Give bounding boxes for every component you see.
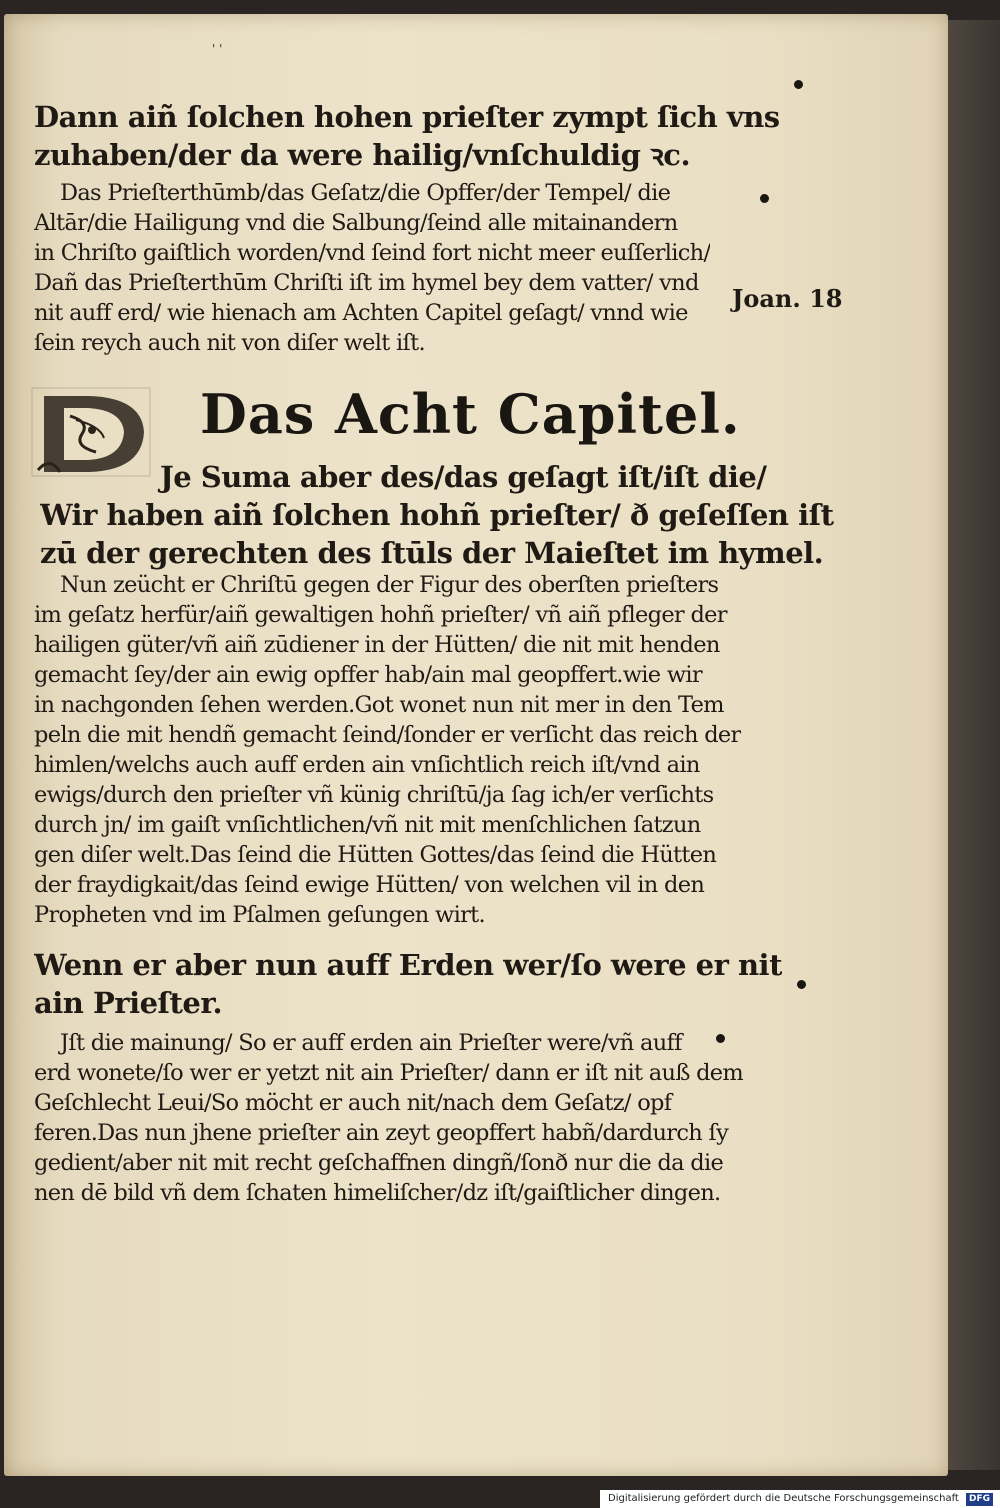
text-line: der fraydigkait/das ſeind ewige Hütten/ von welchen vil in den	[34, 872, 705, 898]
text-line: erd wonete/ſo wer er yetzt nit ain Prieſter/ dann er iſt nit auß dem	[34, 1060, 744, 1086]
heading-block-5	[34, 946, 782, 1022]
text-line: Je Suma aber des/das geſagt iſt/iſt die/	[160, 460, 767, 494]
text-line: himlen/welchs auch auff erden ain vnſichtlich reich iſt/vnd ain	[34, 752, 700, 778]
ink-dot	[716, 1034, 725, 1043]
body-block-4	[34, 570, 741, 930]
ink-dot	[797, 980, 806, 989]
text-line: durch jn/ im gaiſt vnſichtlichen/vñ nit mit menſchlichen ſatzun	[34, 812, 701, 838]
page-edge	[946, 20, 1000, 1470]
text-line: hailigen güter/vñ aiñ zūdiener in der Hütten/ die nit mit henden	[34, 632, 720, 658]
text-line: peln die mit hendñ gemacht ſeind/ſonder er verſicht das reich der	[34, 722, 741, 748]
text-line: Geſchlecht Leui/So möcht er auch nit/nach dem Geſatz/ opf	[34, 1090, 672, 1116]
ink-dot	[760, 194, 769, 203]
text-line: gemacht ſey/der ain ewig opffer hab/ain mal geopffert.wie wir	[34, 662, 702, 688]
text-line: gen diſer welt.Das ſeind die Hütten Gottes/das ſeind die Hütten	[34, 842, 717, 868]
heading-block-1	[34, 98, 780, 174]
text-line: nen dē bild vñ dem ſchaten himeliſcher/dz iſt/gaiſtlicher dingen.	[34, 1180, 721, 1206]
text-line: gedient/aber nit mit recht geſchaffnen dingñ/ſonð nur die da die	[34, 1150, 724, 1176]
digitization-footer	[600, 1490, 1000, 1508]
text-line: Altār/die Hailigung vnd die Salbung/ſeind alle mitainandern	[34, 210, 678, 236]
text-line: zū der gerechten des ſtūls der Maieſtet im hymel.	[40, 536, 824, 570]
text-line: Jſt die mainung/ So er auff erden ain Prieſter were/vñ auff	[60, 1030, 682, 1056]
text-line: feren.Das nun jhene prieſter ain zeyt geopffert habñ/dardurch ſy	[34, 1120, 729, 1146]
header-marks: ' '	[212, 42, 223, 56]
text-line: zuhaben/der da were hailig/vnſchuldig ꝛc.	[34, 138, 691, 172]
body-block-6	[34, 1028, 743, 1208]
text-line: Wir haben aiñ ſolchen hohñ prieſter/ ð geſeſſen iſt	[40, 498, 834, 532]
heading-block-3	[40, 458, 834, 572]
dfg-logo: DFG	[966, 1493, 993, 1506]
text-line: im geſatz herfür/aiñ gewaltigen hohñ prieſter/ vñ aiñ pfleger der	[34, 602, 727, 628]
text-line: Das Prieſterthūmb/das Geſatz/die Opffer/der Tempel/ die	[60, 180, 671, 206]
text-line: ewigs/durch den prieſter vñ künig chriſtū/ja ſag ich/er verſichts	[34, 782, 714, 808]
text-line: ſein reych auch nit von diſer welt iſt.	[34, 330, 425, 356]
text-line: Wenn er aber nun auff Erden wer/ſo were er nit	[34, 948, 782, 982]
text-line: in nachgonden ſehen werden.Got wonet nun nit mer in den Tem	[34, 692, 724, 718]
text-line: ain Prieſter.	[34, 986, 223, 1020]
text-line: nit auff erd/ wie hienach am Achten Capitel geſagt/ vnnd wie	[34, 300, 688, 326]
body-block-2	[34, 178, 710, 358]
footer-text: Digitalisierung gefördert durch die Deutsche Forschungsgemeinschaft	[608, 1493, 959, 1504]
text-line: in Chriſto gaiſtlich worden/vnd ſeind fort nicht meer euſſerlich/	[34, 240, 711, 266]
text-line: Nun zeücht er Chriſtū gegen der Figur des oberſten prieſters	[60, 572, 719, 598]
margin-note: Joan. 18	[732, 284, 843, 313]
text-line: Propheten vnd im Pſalmen geſungen wirt.	[34, 902, 485, 928]
text-line: Dañ das Prieſterthūm Chriſti iſt im hymel bey dem vatter/ vnd	[34, 270, 699, 296]
chapter-title: Das Acht Capitel.	[200, 382, 741, 446]
text-line: Dann aiñ ſolchen hohen prieſter zympt ſich vns	[34, 100, 780, 134]
ink-dot	[794, 80, 803, 89]
